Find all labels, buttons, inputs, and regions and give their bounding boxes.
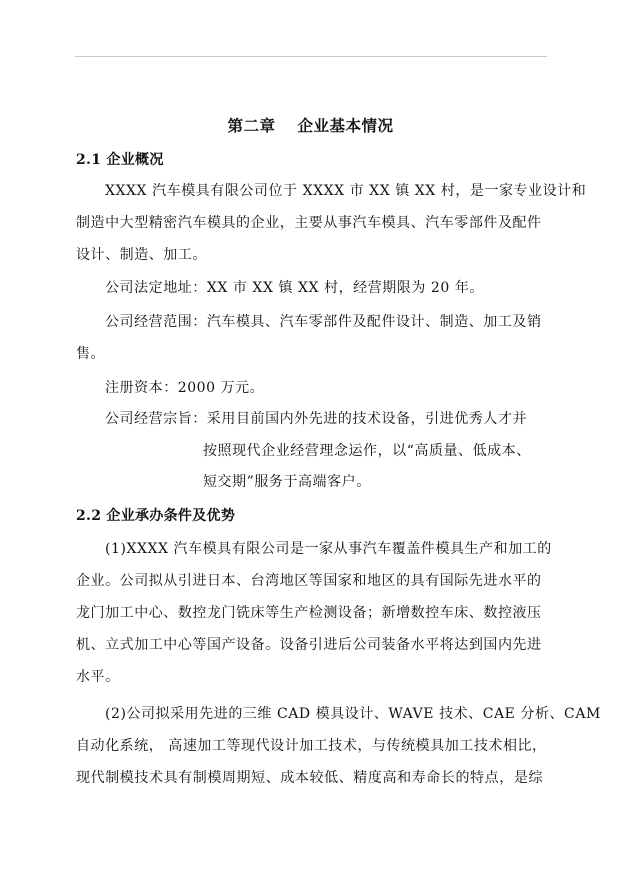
paragraph-line: 现代制模技术具有制模周期短、成本较低、精度高和寿命长的特点，是综	[76, 770, 543, 786]
chapter-title	[0, 114, 621, 136]
paragraph-line: 水平。	[76, 669, 120, 685]
paragraph-line: 龙门加工中心、数控龙门铣床等生产检测设备；新增数控车床、数控液压	[76, 605, 542, 621]
purpose-line: 公司经营宗旨：采用目前国内外先进的技术设备，引进优秀人才并	[105, 411, 527, 427]
paragraph-line: 机、立式加工中心等国产设备。设备引进后公司装备水平将达到国内先进	[76, 637, 542, 653]
paragraph-line: XXXX 汽车模具有限公司位于 XXXX 市 XX 镇 XX 村，是一家专业设计和	[105, 183, 587, 199]
scope-line: 公司经营范围：汽车模具、汽车零部件及配件设计、制造、加工及销	[105, 314, 542, 330]
paragraph-line: (2)公司拟采用先进的三维 CAD 模具设计、WAVE 技术、CAE 分析、CAM	[105, 706, 601, 722]
capital-line: 注册资本：2000 万元。	[105, 380, 265, 396]
paragraph-line: 自动化系统， 高速加工等现代设计加工技术，与传统模具加工技术相比，	[76, 738, 547, 754]
purpose-line: 短交期”服务于高端客户。	[203, 474, 371, 490]
address-line: 公司法定地址：XX 市 XX 镇 XX 村，经营期限为 20 年。	[105, 280, 484, 296]
paragraph-line: (1)XXXX 汽车模具有限公司是一家从事汽车覆盖件模具生产和加工的	[105, 541, 552, 557]
section-heading-2-2: 2.2 企业承办条件及优势	[76, 508, 236, 524]
chapter-number: 第二章	[227, 116, 276, 135]
purpose-line: 按照现代企业经营理念运作，以“高质量、低成本、	[203, 443, 531, 459]
paragraph-line: 制造中大型精密汽车模具的企业，主要从事汽车模具、汽车零部件及配件	[76, 215, 542, 231]
header-rule	[75, 56, 547, 57]
chapter-name: 企业基本情况	[297, 116, 394, 135]
paragraph-line: 设计、制造、加工。	[76, 247, 207, 263]
paragraph-line: 企业。公司拟从引进日本、台湾地区等国家和地区的具有国际先进水平的	[76, 573, 542, 589]
section-heading-2-1: 2.1 企业概况	[76, 152, 164, 168]
scope-line: 售。	[76, 346, 106, 362]
